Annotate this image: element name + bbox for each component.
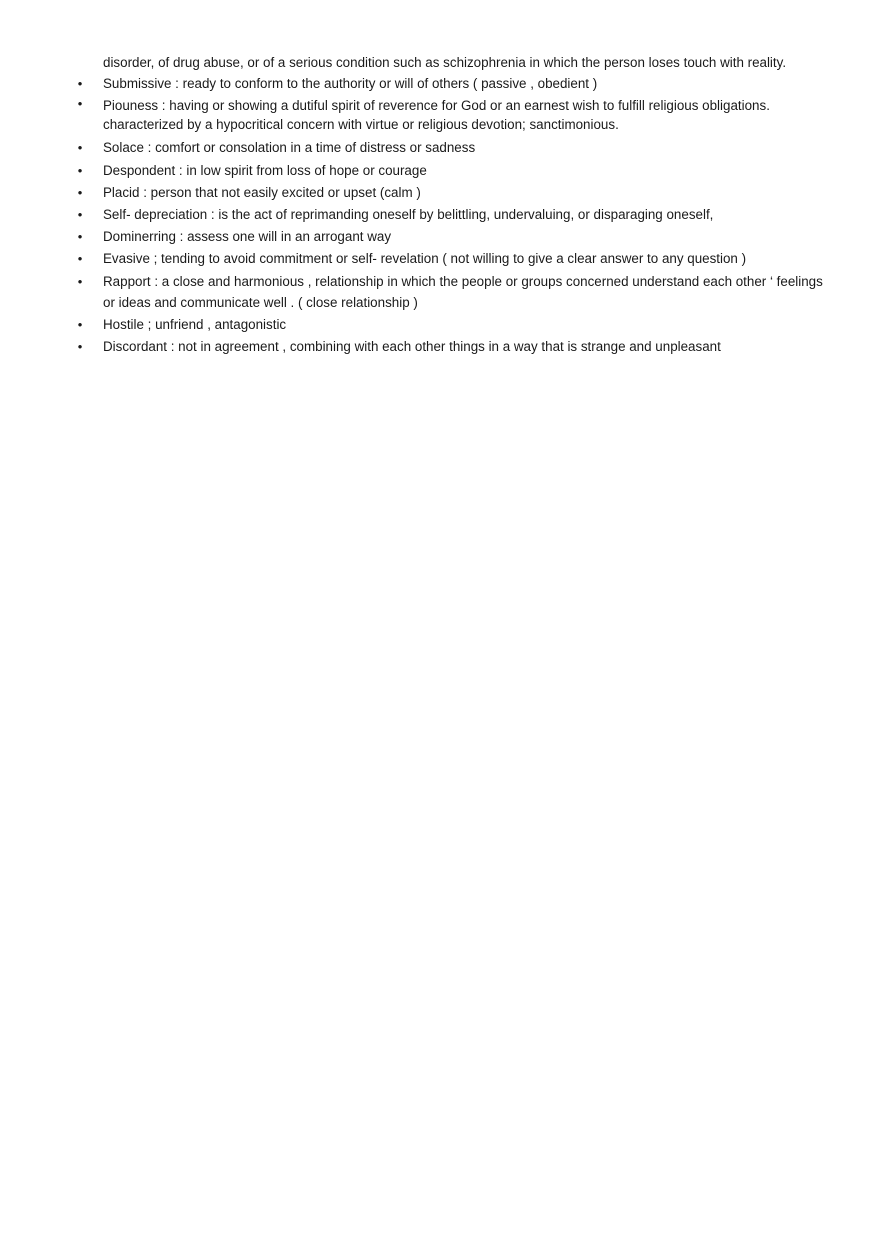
list-item xyxy=(77,226,827,247)
item-text: Evasive ; tending to avoid commitment or self- revelation ( not willing to give a clear answer to any question ) xyxy=(103,251,747,267)
bullet-icon: • xyxy=(77,96,83,112)
bullet-icon: • xyxy=(77,251,83,267)
bullet-icon: • xyxy=(77,162,83,178)
list-item xyxy=(77,314,827,335)
bullet-icon: • xyxy=(77,140,83,156)
item-text: Discordant : not in agreement , combining with each other things in a way that is strange and unpleasant xyxy=(103,338,721,354)
bullet-icon: • xyxy=(77,184,83,200)
definition-list xyxy=(77,73,827,357)
list-item xyxy=(77,160,827,181)
bullet-icon: • xyxy=(77,273,83,289)
list-item xyxy=(77,336,827,357)
continuation-paragraph: disorder, of drug abuse, or of a serious condition such as schizophrenia in which the person loses touch with reality. xyxy=(103,55,787,70)
list-item xyxy=(77,271,827,313)
item-text: Self- depreciation : is the act of reprimanding oneself by belittling, undervaluing, or disparaging oneself, xyxy=(103,206,714,222)
document-body xyxy=(77,52,827,358)
item-text: Dominerring : assess one will in an arrogant way xyxy=(103,229,392,245)
item-text: Piouness : having or showing a dutiful spirit of reverence for God or an earnest wish to fulfill religious obligations. characterized by a hypocritical concern with virtue or religious devotion; sanctimonious. xyxy=(103,98,770,132)
bullet-icon: • xyxy=(77,229,83,245)
list-item xyxy=(77,95,827,136)
bullet-icon: • xyxy=(77,76,83,91)
list-item xyxy=(77,248,827,269)
item-text: Solace : comfort or consolation in a time of distress or sadness xyxy=(103,140,476,156)
list-item xyxy=(77,73,827,94)
list-item xyxy=(77,204,827,225)
item-text: Hostile ; unfriend , antagonistic xyxy=(103,316,287,332)
list-item xyxy=(77,182,827,203)
item-text: Rapport : a close and harmonious , relationship in which the people or groups concerned understand each other ‘ feelings or ideas and communicate well . ( close relationship ) xyxy=(103,273,823,310)
item-text: Despondent : in low spirit from loss of hope or courage xyxy=(103,162,427,178)
bullet-icon: • xyxy=(77,206,83,222)
list-item xyxy=(77,137,827,158)
bullet-icon: • xyxy=(77,316,83,332)
item-text: Submissive : ready to conform to the authority or will of others ( passive , obedient ) xyxy=(103,76,598,91)
bullet-icon: • xyxy=(77,338,83,354)
item-text: Placid : person that not easily excited or upset (calm ) xyxy=(103,184,421,200)
